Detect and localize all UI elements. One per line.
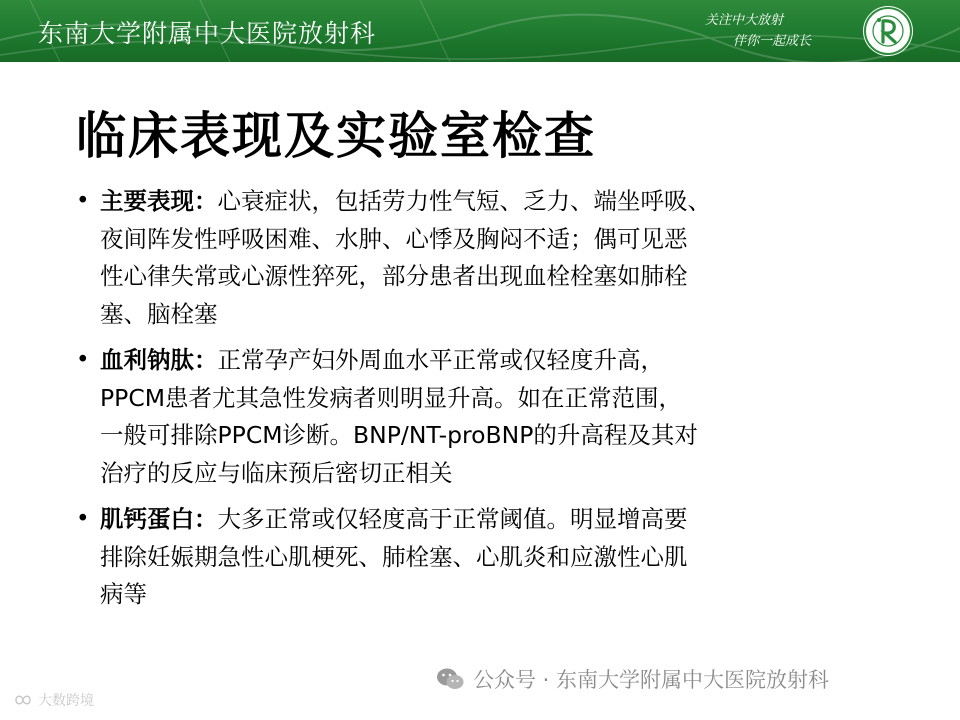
bullet-dot-icon: • (76, 506, 90, 532)
bullet-line (100, 501, 906, 539)
bullet-text: 病等 (100, 580, 147, 608)
bullet-line (100, 576, 906, 614)
bullet-line (100, 455, 906, 493)
bullet-list (76, 183, 906, 623)
wechat-watermark (435, 664, 829, 694)
bullet-item (76, 501, 906, 614)
bullet-text: PPCM患者尤其急性发病者则明显升高。如在正常范围， (100, 383, 683, 412)
bullet-text: 治疗的反应与临床预后密切正相关 (100, 458, 453, 487)
bullet-line (100, 258, 906, 296)
bullet-item (76, 342, 906, 492)
slogan-line-1: 关注中大放射 (705, 13, 784, 28)
bullet-line (100, 342, 906, 380)
slogan-line-2: 伴你一起成长 (733, 34, 812, 49)
bullet-item (76, 183, 906, 333)
bullet-text: 夜间阵发性呼吸困难、水肿、心悸及胸闷不适；偶可见恶 (100, 224, 688, 253)
bullet-dot-icon: • (76, 347, 90, 373)
hospital-logo-icon (850, 4, 926, 58)
bullet-text: 性心律失常或心源性猝死，部分患者出现血栓栓塞如肺栓 (100, 262, 688, 290)
watermark-text: 公众号 · 东南大学附属中大医院放射科 (473, 668, 830, 692)
infinity-icon (8, 692, 38, 708)
bullet-text: 一般可排除PPCM诊断。BNP/NT-proBNP的升高程及其对 (100, 421, 698, 449)
wechat-icon (435, 666, 465, 692)
bullet-line (100, 296, 906, 334)
bullet-label: 主要表现： (100, 187, 218, 215)
bullet-text: 排除妊娠期急性心肌梗死、肺栓塞、心肌炎和应激性心肌 (100, 542, 688, 571)
bullet-text: 塞、脑栓塞 (100, 299, 218, 328)
bullet-line (100, 539, 906, 577)
header-title: 东南大学附属中大医院放射科 (38, 19, 377, 48)
bullet-line (100, 221, 906, 259)
bullet-text: 心衰症状，包括劳力性气短、乏力、端坐呼吸、 (217, 187, 711, 215)
bullet-text: 大多正常或仅轻度高于正常阈值。明显增高要 (217, 505, 688, 533)
bullet-label: 肌钙蛋白： (100, 505, 218, 533)
slide-title: 临床表现及实验室检查 (76, 107, 596, 165)
header-banner (0, 0, 960, 62)
bullet-dot-icon: • (76, 188, 90, 214)
bullet-text: 正常孕产妇外周血水平正常或仅轻度升高， (217, 346, 664, 374)
header-slogan (705, 10, 811, 52)
bullet-line (100, 183, 906, 221)
bullet-label: 血利钠肽： (100, 346, 218, 374)
bullet-line (100, 417, 906, 455)
corner-watermark (8, 690, 94, 710)
corner-watermark-text: 大数跨境 (38, 693, 94, 709)
bullet-line (100, 380, 906, 418)
